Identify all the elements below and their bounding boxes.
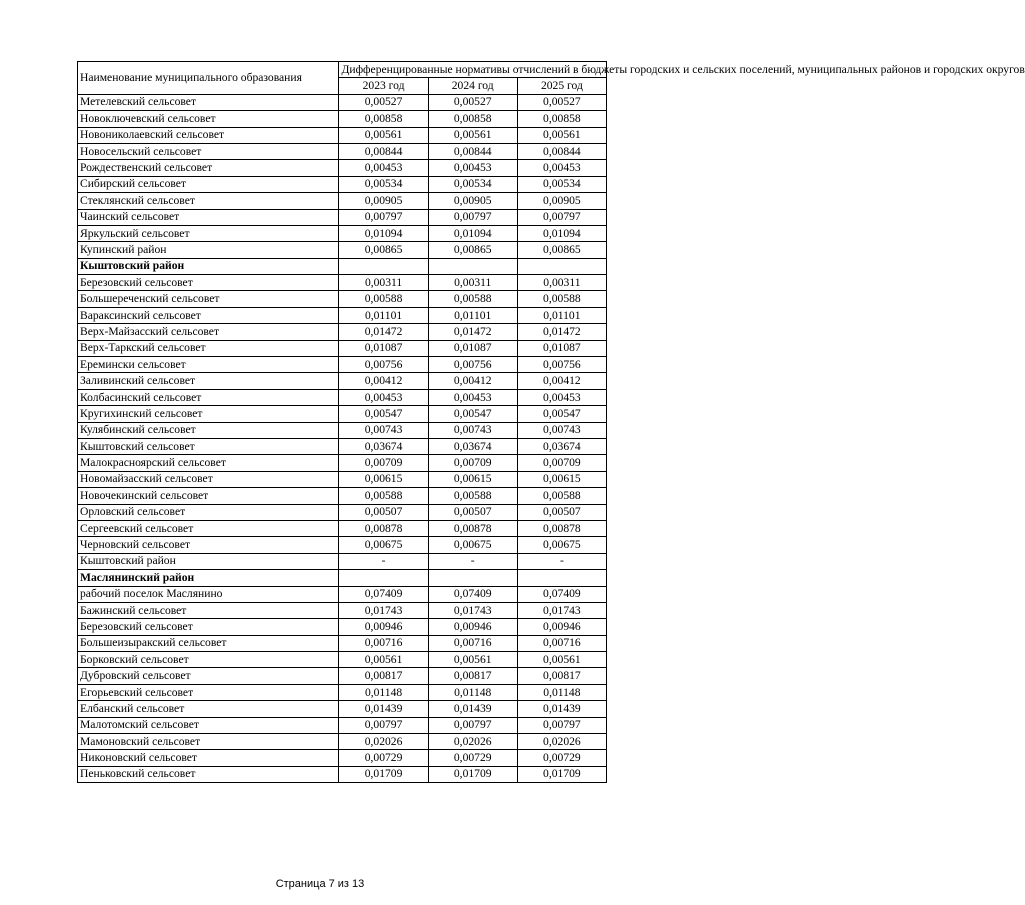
- municipality-name: Пеньковский сельсовет: [78, 766, 339, 782]
- norm-value-2025: 0,00878: [517, 520, 606, 536]
- norm-value-2025: 0,01101: [517, 307, 606, 323]
- norm-value-2024: 0,00412: [428, 373, 517, 389]
- norm-value-2025: 0,01472: [517, 324, 606, 340]
- norm-value-2024: 0,00905: [428, 193, 517, 209]
- municipality-name: Купинский район: [78, 242, 339, 258]
- norm-value-2024: 0,03674: [428, 438, 517, 454]
- norm-value-2023: 0,07409: [339, 586, 428, 602]
- norm-value-2024: 0,01101: [428, 307, 517, 323]
- empty-cell: [517, 258, 606, 274]
- norm-value-2024: 0,00865: [428, 242, 517, 258]
- empty-cell: [517, 570, 606, 586]
- norm-value-2025: 0,01439: [517, 701, 606, 717]
- header-year-2023: 2023 год: [339, 78, 428, 94]
- norm-value-2024: 0,00858: [428, 111, 517, 127]
- norm-value-2023: 0,00817: [339, 668, 428, 684]
- table-row: [78, 684, 607, 700]
- norm-value-2023: 0,00453: [339, 160, 428, 176]
- page-number: Страница 7 из 13: [275, 878, 365, 890]
- table-row: [78, 520, 607, 536]
- norm-value-2023: 0,01472: [339, 324, 428, 340]
- table-row: [78, 307, 607, 323]
- norm-value-2023: 0,03674: [339, 438, 428, 454]
- norm-value-2024: 0,00588: [428, 488, 517, 504]
- norm-value-2023: 0,00946: [339, 619, 428, 635]
- norm-value-2023: 0,00615: [339, 471, 428, 487]
- norm-value-2025: 0,00729: [517, 750, 606, 766]
- norm-value-2024: 0,00453: [428, 389, 517, 405]
- norm-value-2025: 0,00946: [517, 619, 606, 635]
- norm-value-2023: 0,00865: [339, 242, 428, 258]
- section-title: Маслянинский район: [78, 570, 339, 586]
- norm-value-2024: 0,00561: [428, 652, 517, 668]
- header-norms-group: Дифференцированные нормативы отчислений в бюджеты городских и сельских поселений, муниципальных районов и городских округов: [339, 62, 607, 78]
- municipality-name: Новониколаевский сельсовет: [78, 127, 339, 143]
- table-body: [78, 94, 607, 782]
- norm-value-2025: 0,00453: [517, 160, 606, 176]
- norm-value-2025: 0,03674: [517, 438, 606, 454]
- table-row: [78, 701, 607, 717]
- municipality-name: Егорьевский сельсовет: [78, 684, 339, 700]
- norm-value-2025: 0,00797: [517, 209, 606, 225]
- norm-value-2023: 0,00878: [339, 520, 428, 536]
- norm-value-2024: 0,00743: [428, 422, 517, 438]
- norm-value-2025: 0,00844: [517, 143, 606, 159]
- municipality-name: рабочий поселок Маслянино: [78, 586, 339, 602]
- norm-value-2025: 0,00858: [517, 111, 606, 127]
- norm-value-2024: 0,00588: [428, 291, 517, 307]
- empty-cell: [339, 258, 428, 274]
- norm-value-2025: 0,00588: [517, 291, 606, 307]
- table-row: [78, 717, 607, 733]
- table-row: [78, 160, 607, 176]
- norm-value-2024: -: [428, 553, 517, 569]
- section-title: Кыштовский район: [78, 258, 339, 274]
- norm-value-2024: 0,00878: [428, 520, 517, 536]
- table-row: [78, 586, 607, 602]
- municipality-name: Большеизыракский сельсовет: [78, 635, 339, 651]
- table-row: [78, 750, 607, 766]
- norm-value-2025: 0,02026: [517, 734, 606, 750]
- norm-value-2025: 0,01087: [517, 340, 606, 356]
- norm-value-2025: 0,00412: [517, 373, 606, 389]
- norm-value-2024: 0,00534: [428, 176, 517, 192]
- municipality-name: Никоновский сельсовет: [78, 750, 339, 766]
- norm-value-2023: 0,00797: [339, 209, 428, 225]
- norm-value-2024: 0,00797: [428, 209, 517, 225]
- empty-cell: [428, 258, 517, 274]
- norm-value-2024: 0,00729: [428, 750, 517, 766]
- municipality-name: Новосельский сельсовет: [78, 143, 339, 159]
- municipality-name: Яркульский сельсовет: [78, 225, 339, 241]
- norm-value-2024: 0,01148: [428, 684, 517, 700]
- norm-value-2023: 0,00729: [339, 750, 428, 766]
- header-year-2024: 2024 год: [428, 78, 517, 94]
- norm-value-2025: 0,00507: [517, 504, 606, 520]
- norm-value-2023: 0,00507: [339, 504, 428, 520]
- norm-value-2023: 0,00588: [339, 488, 428, 504]
- norm-value-2024: 0,00311: [428, 275, 517, 291]
- municipality-name: Рождественский сельсовет: [78, 160, 339, 176]
- table-header: [78, 62, 1025, 95]
- norm-value-2024: 0,00797: [428, 717, 517, 733]
- norm-value-2024: 0,00453: [428, 160, 517, 176]
- norm-value-2024: 0,00507: [428, 504, 517, 520]
- norm-value-2023: 0,00844: [339, 143, 428, 159]
- municipality-name: Малотомский сельсовет: [78, 717, 339, 733]
- norm-value-2024: 0,07409: [428, 586, 517, 602]
- norm-value-2024: 0,01472: [428, 324, 517, 340]
- norms-table: [77, 61, 1025, 783]
- norm-value-2023: 0,00905: [339, 193, 428, 209]
- norm-value-2024: 0,00547: [428, 406, 517, 422]
- table-row: [78, 111, 607, 127]
- municipality-name: Сибирский сельсовет: [78, 176, 339, 192]
- norm-value-2025: 0,01709: [517, 766, 606, 782]
- section-header-row: [78, 570, 607, 586]
- municipality-name: Новомайзасский сельсовет: [78, 471, 339, 487]
- norm-value-2023: 0,01094: [339, 225, 428, 241]
- norm-value-2023: 0,00561: [339, 652, 428, 668]
- norm-value-2023: 0,00797: [339, 717, 428, 733]
- norm-value-2023: 0,01148: [339, 684, 428, 700]
- table-row: [78, 94, 607, 110]
- table-row: [78, 652, 607, 668]
- municipality-name: Сергеевский сельсовет: [78, 520, 339, 536]
- municipality-name: Заливинский сельсовет: [78, 373, 339, 389]
- municipality-name: Бажинский сельсовет: [78, 602, 339, 618]
- norm-value-2025: 0,00716: [517, 635, 606, 651]
- table-row: [78, 225, 607, 241]
- norm-value-2023: 0,00716: [339, 635, 428, 651]
- table-row: [78, 275, 607, 291]
- norm-value-2024: 0,00675: [428, 537, 517, 553]
- norm-value-2023: 0,00453: [339, 389, 428, 405]
- table-row: [78, 668, 607, 684]
- norm-value-2024: 0,01094: [428, 225, 517, 241]
- norm-value-2024: 0,00716: [428, 635, 517, 651]
- municipality-name: Верх-Майзасский сельсовет: [78, 324, 339, 340]
- norm-value-2025: 0,01743: [517, 602, 606, 618]
- norm-value-2024: 0,00527: [428, 94, 517, 110]
- table-row: [78, 635, 607, 651]
- municipality-name: Орловский сельсовет: [78, 504, 339, 520]
- municipality-name: Малокрасноярский сельсовет: [78, 455, 339, 471]
- norm-value-2023: 0,00858: [339, 111, 428, 127]
- norm-value-2025: 0,01094: [517, 225, 606, 241]
- norm-value-2025: 0,00709: [517, 455, 606, 471]
- table-row: [78, 209, 607, 225]
- municipality-name: Кругихинский сельсовет: [78, 406, 339, 422]
- norm-value-2024: 0,01439: [428, 701, 517, 717]
- table-row: [78, 455, 607, 471]
- norm-value-2023: 0,01087: [339, 340, 428, 356]
- municipality-name: Березовский сельсовет: [78, 275, 339, 291]
- table-row: [78, 143, 607, 159]
- norm-value-2025: 0,01148: [517, 684, 606, 700]
- norm-value-2024: 0,00817: [428, 668, 517, 684]
- norm-value-2025: 0,00743: [517, 422, 606, 438]
- norm-value-2024: 0,00615: [428, 471, 517, 487]
- table-row: [78, 471, 607, 487]
- norm-value-2024: 0,01709: [428, 766, 517, 782]
- municipality-name: Борковский сельсовет: [78, 652, 339, 668]
- table-row: [78, 242, 607, 258]
- empty-cell: [339, 570, 428, 586]
- municipality-name: Колбасинский сельсовет: [78, 389, 339, 405]
- norm-value-2025: 0,00817: [517, 668, 606, 684]
- table-row: [78, 324, 607, 340]
- norm-value-2023: 0,00527: [339, 94, 428, 110]
- table-row: [78, 406, 607, 422]
- municipality-name: Березовский сельсовет: [78, 619, 339, 635]
- municipality-name: Мамоновский сельсовет: [78, 734, 339, 750]
- norm-value-2023: 0,00534: [339, 176, 428, 192]
- section-header-row: [78, 258, 607, 274]
- norm-value-2025: 0,00797: [517, 717, 606, 733]
- norm-value-2025: 0,00588: [517, 488, 606, 504]
- norm-value-2025: 0,00561: [517, 127, 606, 143]
- norm-value-2024: 0,00756: [428, 357, 517, 373]
- table-row: [78, 602, 607, 618]
- municipality-name: Стеклянский сельсовет: [78, 193, 339, 209]
- norm-value-2023: 0,00709: [339, 455, 428, 471]
- norm-value-2023: 0,01709: [339, 766, 428, 782]
- norm-value-2023: 0,01743: [339, 602, 428, 618]
- municipality-name: Черновский сельсовет: [78, 537, 339, 553]
- norm-value-2023: 0,01439: [339, 701, 428, 717]
- norm-value-2023: -: [339, 553, 428, 569]
- table-row: [78, 537, 607, 553]
- table-row: [78, 422, 607, 438]
- table-row: [78, 766, 607, 782]
- norm-value-2023: 0,00756: [339, 357, 428, 373]
- norm-value-2025: -: [517, 553, 606, 569]
- norm-value-2023: 0,00561: [339, 127, 428, 143]
- norm-value-2024: 0,00844: [428, 143, 517, 159]
- norm-value-2024: 0,00946: [428, 619, 517, 635]
- norm-value-2023: 0,00547: [339, 406, 428, 422]
- municipality-name: Дубровский сельсовет: [78, 668, 339, 684]
- norm-value-2023: 0,00412: [339, 373, 428, 389]
- header-name-column: Наименование муниципального образования: [78, 62, 339, 95]
- table-row: [78, 504, 607, 520]
- norm-value-2024: 0,01087: [428, 340, 517, 356]
- norm-value-2024: 0,02026: [428, 734, 517, 750]
- table-row: [78, 389, 607, 405]
- norm-value-2025: 0,00527: [517, 94, 606, 110]
- table-row: [78, 488, 607, 504]
- municipality-name: Кулябинский сельсовет: [78, 422, 339, 438]
- norm-value-2025: 0,00311: [517, 275, 606, 291]
- norm-value-2025: 0,00561: [517, 652, 606, 668]
- table-row: [78, 340, 607, 356]
- municipality-name: Чаинский сельсовет: [78, 209, 339, 225]
- municipality-name: Метелевский сельсовет: [78, 94, 339, 110]
- municipality-name: Новоключевский сельсовет: [78, 111, 339, 127]
- municipality-name: Еремински сельсовет: [78, 357, 339, 373]
- municipality-name: Кыштовский сельсовет: [78, 438, 339, 454]
- table-row: [78, 734, 607, 750]
- table-row: [78, 193, 607, 209]
- norm-value-2024: 0,00561: [428, 127, 517, 143]
- table-row: [78, 291, 607, 307]
- norm-value-2023: 0,01101: [339, 307, 428, 323]
- norm-value-2025: 0,07409: [517, 586, 606, 602]
- municipality-name: Кыштовский район: [78, 553, 339, 569]
- empty-cell: [428, 570, 517, 586]
- table-row: [78, 553, 607, 569]
- norm-value-2025: 0,00534: [517, 176, 606, 192]
- municipality-name: Большереченский сельсовет: [78, 291, 339, 307]
- norm-value-2024: 0,01743: [428, 602, 517, 618]
- municipality-name: Вараксинский сельсовет: [78, 307, 339, 323]
- norm-value-2024: 0,00709: [428, 455, 517, 471]
- norm-value-2025: 0,00615: [517, 471, 606, 487]
- norm-value-2023: 0,00588: [339, 291, 428, 307]
- municipality-name: Елбанский сельсовет: [78, 701, 339, 717]
- norm-value-2025: 0,00547: [517, 406, 606, 422]
- table-row: [78, 176, 607, 192]
- municipality-name: Верх-Таркский сельсовет: [78, 340, 339, 356]
- norm-value-2025: 0,00756: [517, 357, 606, 373]
- table-row: [78, 619, 607, 635]
- table-row: [78, 357, 607, 373]
- norm-value-2025: 0,00675: [517, 537, 606, 553]
- norm-value-2023: 0,00743: [339, 422, 428, 438]
- table-row: [78, 373, 607, 389]
- norm-value-2025: 0,00865: [517, 242, 606, 258]
- table-row: [78, 438, 607, 454]
- norm-value-2025: 0,00905: [517, 193, 606, 209]
- norm-value-2025: 0,00453: [517, 389, 606, 405]
- norm-value-2023: 0,00311: [339, 275, 428, 291]
- table-row: [78, 127, 607, 143]
- municipality-name: Новочекинский сельсовет: [78, 488, 339, 504]
- header-year-2025: 2025 год: [517, 78, 606, 94]
- norm-value-2023: 0,00675: [339, 537, 428, 553]
- norm-value-2023: 0,02026: [339, 734, 428, 750]
